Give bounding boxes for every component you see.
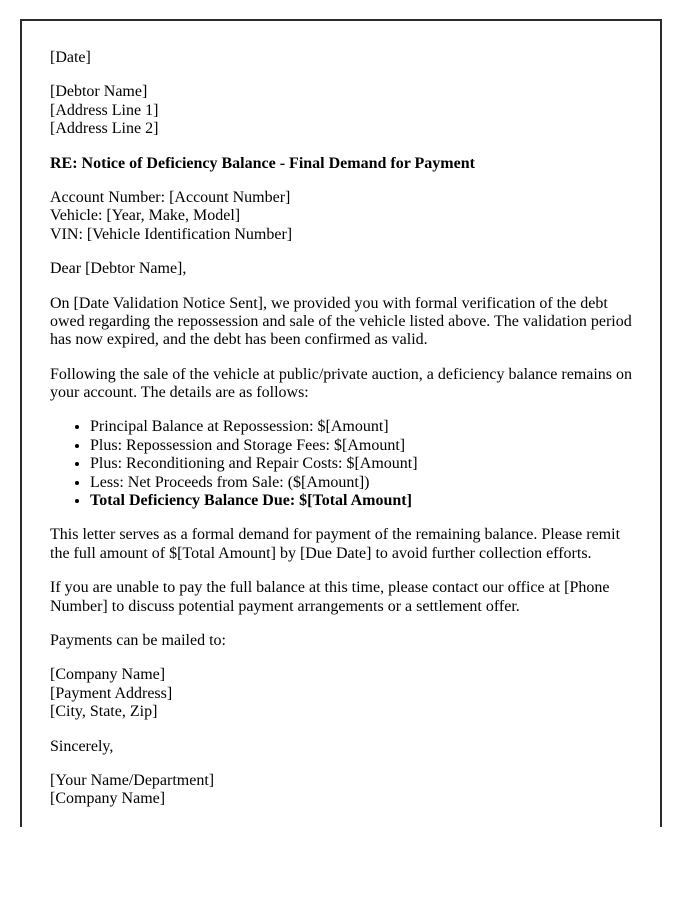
deficiency-list — [50, 418, 632, 510]
letter-container — [20, 19, 662, 827]
payment-address-block — [50, 666, 632, 721]
list-item-repossession-fees: • Plus: Repossession and Storage Fees: $[Amount] — [90, 437, 632, 455]
payments-intro: Payments can be mailed to: — [50, 631, 226, 649]
recipient-address-line-1: [Address Line 1] — [50, 101, 159, 119]
payment-company-name: [Company Name] — [50, 666, 166, 684]
payment-address-line: [Payment Address] — [50, 684, 173, 702]
paragraph-sale: Following the sale of the vehicle at public/private auction, a deficiency balance remains on your account. The details are as follows: — [50, 365, 633, 402]
recipient-address-block — [50, 83, 632, 138]
letter-date: [Date] — [50, 49, 91, 66]
vin-line: VIN: [Vehicle Identification Number] — [50, 225, 293, 243]
subject-line: RE: Notice of Deficiency Balance - Final Demand for Payment — [50, 154, 475, 172]
salutation: Dear [Debtor Name], — [50, 260, 187, 278]
list-item-total-due: • Total Deficiency Balance Due: $[Total Amount] — [90, 492, 632, 510]
account-details-block — [50, 189, 632, 244]
signature-block — [50, 772, 632, 809]
recipient-name: [Debtor Name] — [50, 83, 148, 101]
account-number-line: Account Number: [Account Number] — [50, 188, 291, 206]
list-item-net-proceeds: • Less: Net Proceeds from Sale: ($[Amount]) — [90, 474, 632, 492]
paragraph-demand: This letter serves as a formal demand for payment of the remaining balance. Please remit the full amount of $[Total Amount] by [Due Date] to avoid further collection efforts. — [50, 526, 621, 562]
payment-city-state-zip: [City, State, Zip] — [50, 703, 158, 721]
recipient-address-line-2: [Address Line 2] — [50, 120, 159, 138]
list-item-reconditioning-costs: • Plus: Reconditioning and Repair Costs: $[Amount] — [90, 455, 632, 473]
signature-company-name: [Company Name] — [50, 790, 166, 808]
closing: Sincerely, — [50, 737, 114, 755]
vehicle-line: Vehicle: [Year, Make, Model] — [50, 207, 241, 225]
list-item-principal-balance: • Principal Balance at Repossession: $[Amount] — [90, 418, 632, 436]
paragraph-contact: If you are unable to pay the full balance at this time, please contact our office at [Phone Number] to discuss potential payment arrangements or a settlement offer. — [50, 579, 610, 615]
signature-name-department: [Your Name/Department] — [50, 771, 215, 789]
paragraph-validation: On [Date Validation Notice Sent], we provided you with formal verification of the debt owed regarding the repossession and sale of the vehicle listed above. The validation period has now expired, and the debt has been confirmed as valid. — [50, 294, 632, 349]
